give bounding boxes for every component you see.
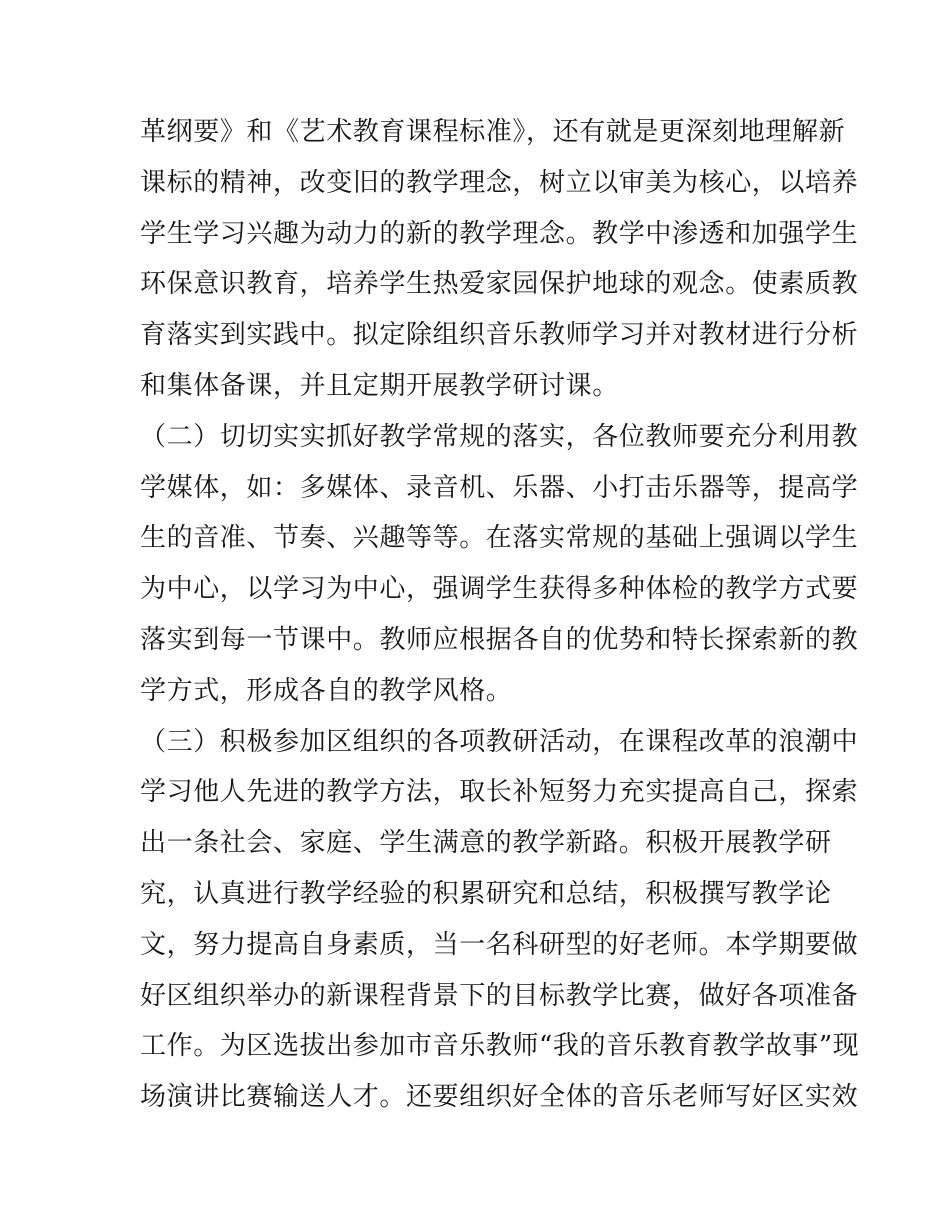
text-line: （三）积极参加区组织的各项教研活动，在课程改革的浪潮中 (140, 726, 859, 757)
text-line: 为中心，以学习为中心，强调学生获得多种体检的教学方式要 (140, 574, 859, 605)
text-line: 和集体备课，并且定期开展教学研讨课。 (140, 370, 619, 401)
text-line: 课标的精神，改变旧的教学理念，树立以审美为核心，以培养 (140, 167, 859, 198)
text-line: 环保意识教育，培养学生热爱家园保护地球的观念。使素质教 (140, 269, 859, 300)
text-line: 学习他人先进的教学方法，取长补短努力充实提高自己，探索 (140, 777, 859, 808)
text-line: 学方式，形成各自的教学风格。 (140, 675, 513, 706)
text-line: 革纲要》和《艺术教育课程标准》，还有就是更深刻地理解新 (140, 117, 846, 147)
text-line: 场演讲比赛输送人才。还要组织好全体的音乐老师写好区实效 (140, 1082, 859, 1113)
text-line: 究，认真进行教学经验的积累研究和总结，积极撰写教学论 (140, 878, 832, 909)
text-line: 文，努力提高自身素质，当一名科研型的好老师。本学期要做 (140, 929, 859, 960)
text-line: （二）切切实实抓好教学常规的落实，各位教师要充分利用教 (140, 421, 859, 452)
text-line: 工作。为区选拔出参加市音乐教师“我的音乐教育教学故事”现 (140, 1031, 860, 1062)
text-line: 育落实到实践中。拟定除组织音乐教师学习并对教材进行分析 (140, 320, 859, 351)
document-body (140, 107, 860, 1123)
text-line: 学生学习兴趣为动力的新的教学理念。教学中渗透和加强学生 (140, 218, 859, 249)
text-line: 出一条社会、家庭、学生满意的教学新路。积极开展教学研 (140, 828, 832, 859)
text-line: 学媒体，如：多媒体、录音机、乐器、小打击乐器等，提高学 (140, 472, 859, 503)
text-line: 好区组织举办的新课程背景下的目标教学比赛，做好各项准备 (140, 980, 859, 1011)
text-line: 落实到每一节课中。教师应根据各自的优势和特长探索新的教 (140, 624, 859, 655)
text-line: 生的音准、节奏、兴趣等等。在落实常规的基础上强调以学生 (140, 523, 859, 554)
